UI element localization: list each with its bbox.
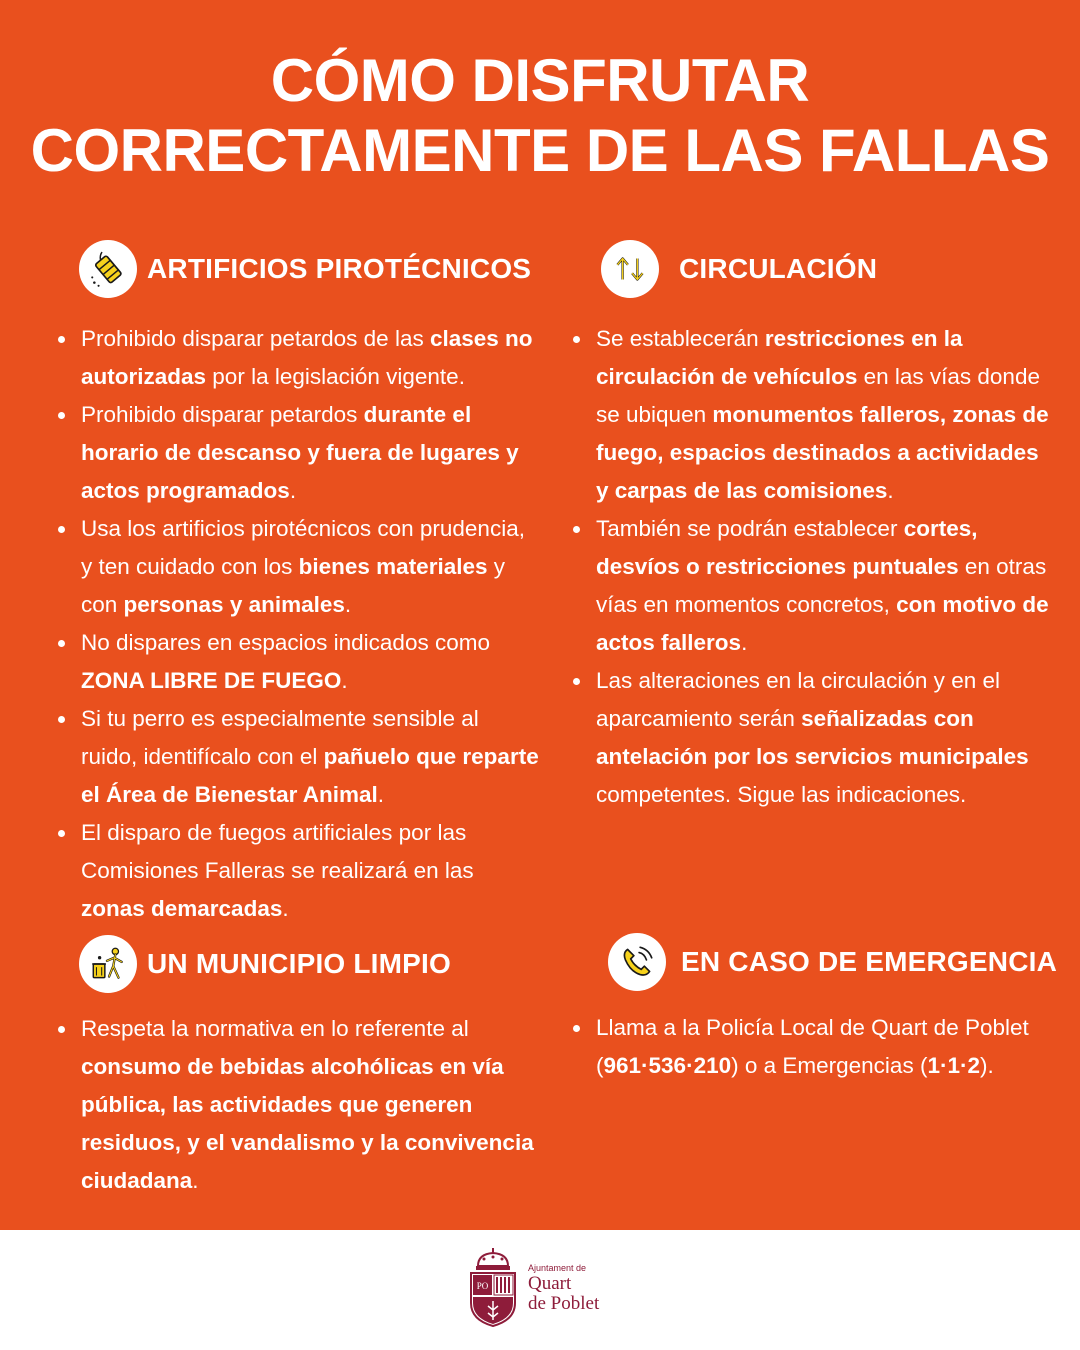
bold-text: clases no autorizadas [81, 326, 533, 389]
list-clean [55, 1010, 540, 1200]
bold-text: bienes materiales [298, 554, 488, 579]
bold-text: cortes, desvíos o restricciones puntuales [596, 516, 978, 579]
text: Usa los artificios pirotécnicos con prudencia, y ten cuidado con los [81, 516, 525, 579]
bold-text: pañuelo que reparte el Área de Bienestar Animal [81, 744, 539, 807]
section-title-traffic: CIRCULACIÓN [679, 253, 878, 284]
footer [0, 1230, 1080, 1350]
section-header-emergency [608, 933, 1057, 991]
text: ). [979, 1053, 994, 1078]
bold-text: durante el horario de descanso y fuera de lugares y actos programados [81, 402, 519, 503]
text: . [741, 630, 748, 655]
list-item [570, 510, 1050, 662]
section-header-traffic [601, 240, 877, 298]
page-title [0, 46, 1080, 186]
logo-small-text: Ajuntament de [528, 1262, 587, 1273]
municipality-logo [466, 1248, 599, 1328]
text: . [887, 478, 894, 503]
text: No dispares en espacios indicados como [81, 630, 490, 655]
text: ) o a Emergencias ( [731, 1053, 928, 1078]
text: Se establecerán [596, 326, 765, 351]
section-title-pyro: ARTIFICIOS PIROTÉCNICOS [147, 253, 532, 284]
bold-text: monumentos falleros, zonas de fuego, espacios destinados a actividades y carpas de las comisiones [596, 402, 1049, 503]
text: Llama a la Policía Local de Quart de Poblet ( [596, 1015, 1029, 1078]
section-title-emergency: EN CASO DE EMERGENCIA [681, 946, 1058, 977]
list-item [570, 662, 1050, 814]
text: Prohibido disparar petardos [81, 402, 364, 427]
logo-name-line-1: Quart [528, 1272, 572, 1294]
text: y con [81, 554, 506, 617]
text: El disparo de fuegos artificiales por las Comisiones Falleras se realizará en las [81, 820, 474, 883]
text: . [377, 782, 385, 807]
logo-name-line-2: de Poblet [528, 1292, 600, 1314]
bold-text: ZONA LIBRE DE FUEGO [81, 668, 342, 693]
bold-text: personas y animales [123, 592, 345, 617]
traffic-arrows-icon [601, 240, 659, 298]
logo-text [528, 1263, 599, 1314]
text: Las alteraciones en la circulación y en el aparcamiento serán [596, 668, 1000, 731]
text: . [289, 478, 297, 503]
list-item [55, 510, 540, 624]
section-header-clean [79, 935, 451, 993]
text: . [282, 896, 289, 921]
text: También se podrán establecer [596, 516, 904, 541]
list-item [55, 1010, 540, 1200]
firecracker-icon [79, 240, 137, 298]
text: Prohibido disparar petardos de las [81, 326, 430, 351]
section-header-pyro [79, 240, 531, 298]
text: . [341, 668, 348, 693]
text: por la legislación vigente. [206, 364, 465, 389]
list-item [55, 624, 540, 700]
text: Si tu perro es especialmente sensible al ruido, identifícalo con el [81, 706, 479, 769]
section-title-clean: UN MUNICIPIO LIMPIO [147, 948, 452, 979]
text: Respeta la normativa en lo referente al [81, 1016, 469, 1041]
bold-text: 961·536·210 [603, 1053, 732, 1078]
bold-text: señalizadas con antelación por los servicios municipales [596, 706, 1029, 769]
bold-text: consumo de bebidas alcohólicas en vía pública, las actividades que generen residuos, y el vandalismo y la convivencia ciudadana [81, 1054, 534, 1193]
text: en otras vías en momentos concretos, [596, 554, 1047, 617]
phone-icon [608, 933, 666, 991]
list-item [55, 814, 540, 928]
bold-text: 1·1·2 [927, 1053, 980, 1078]
list-item [570, 1009, 1040, 1085]
list-item [570, 320, 1050, 510]
coat-of-arms-icon [466, 1248, 520, 1328]
list-item [55, 320, 540, 396]
litter-bin-icon [79, 935, 137, 993]
list-item [55, 396, 540, 510]
list-traffic [570, 320, 1050, 814]
title-line-2: CORRECTAMENTE DE LAS FALLAS [30, 117, 1050, 184]
title-line-1: CÓMO DISFRUTAR [270, 47, 810, 114]
text: en las vías donde se ubiquen [596, 364, 1040, 427]
list-pyro [55, 320, 540, 928]
bold-text: restricciones en la circulación de vehículos [596, 326, 963, 389]
list-item [55, 700, 540, 814]
shield-text: PO [476, 1281, 489, 1291]
text: . [344, 592, 352, 617]
bold-text: zonas demarcadas [81, 896, 283, 921]
text: . [192, 1168, 199, 1193]
text: competentes. Sigue las indicaciones. [596, 782, 967, 807]
bold-text: con motivo de actos falleros [596, 592, 1049, 655]
list-emergency [570, 1009, 1040, 1085]
